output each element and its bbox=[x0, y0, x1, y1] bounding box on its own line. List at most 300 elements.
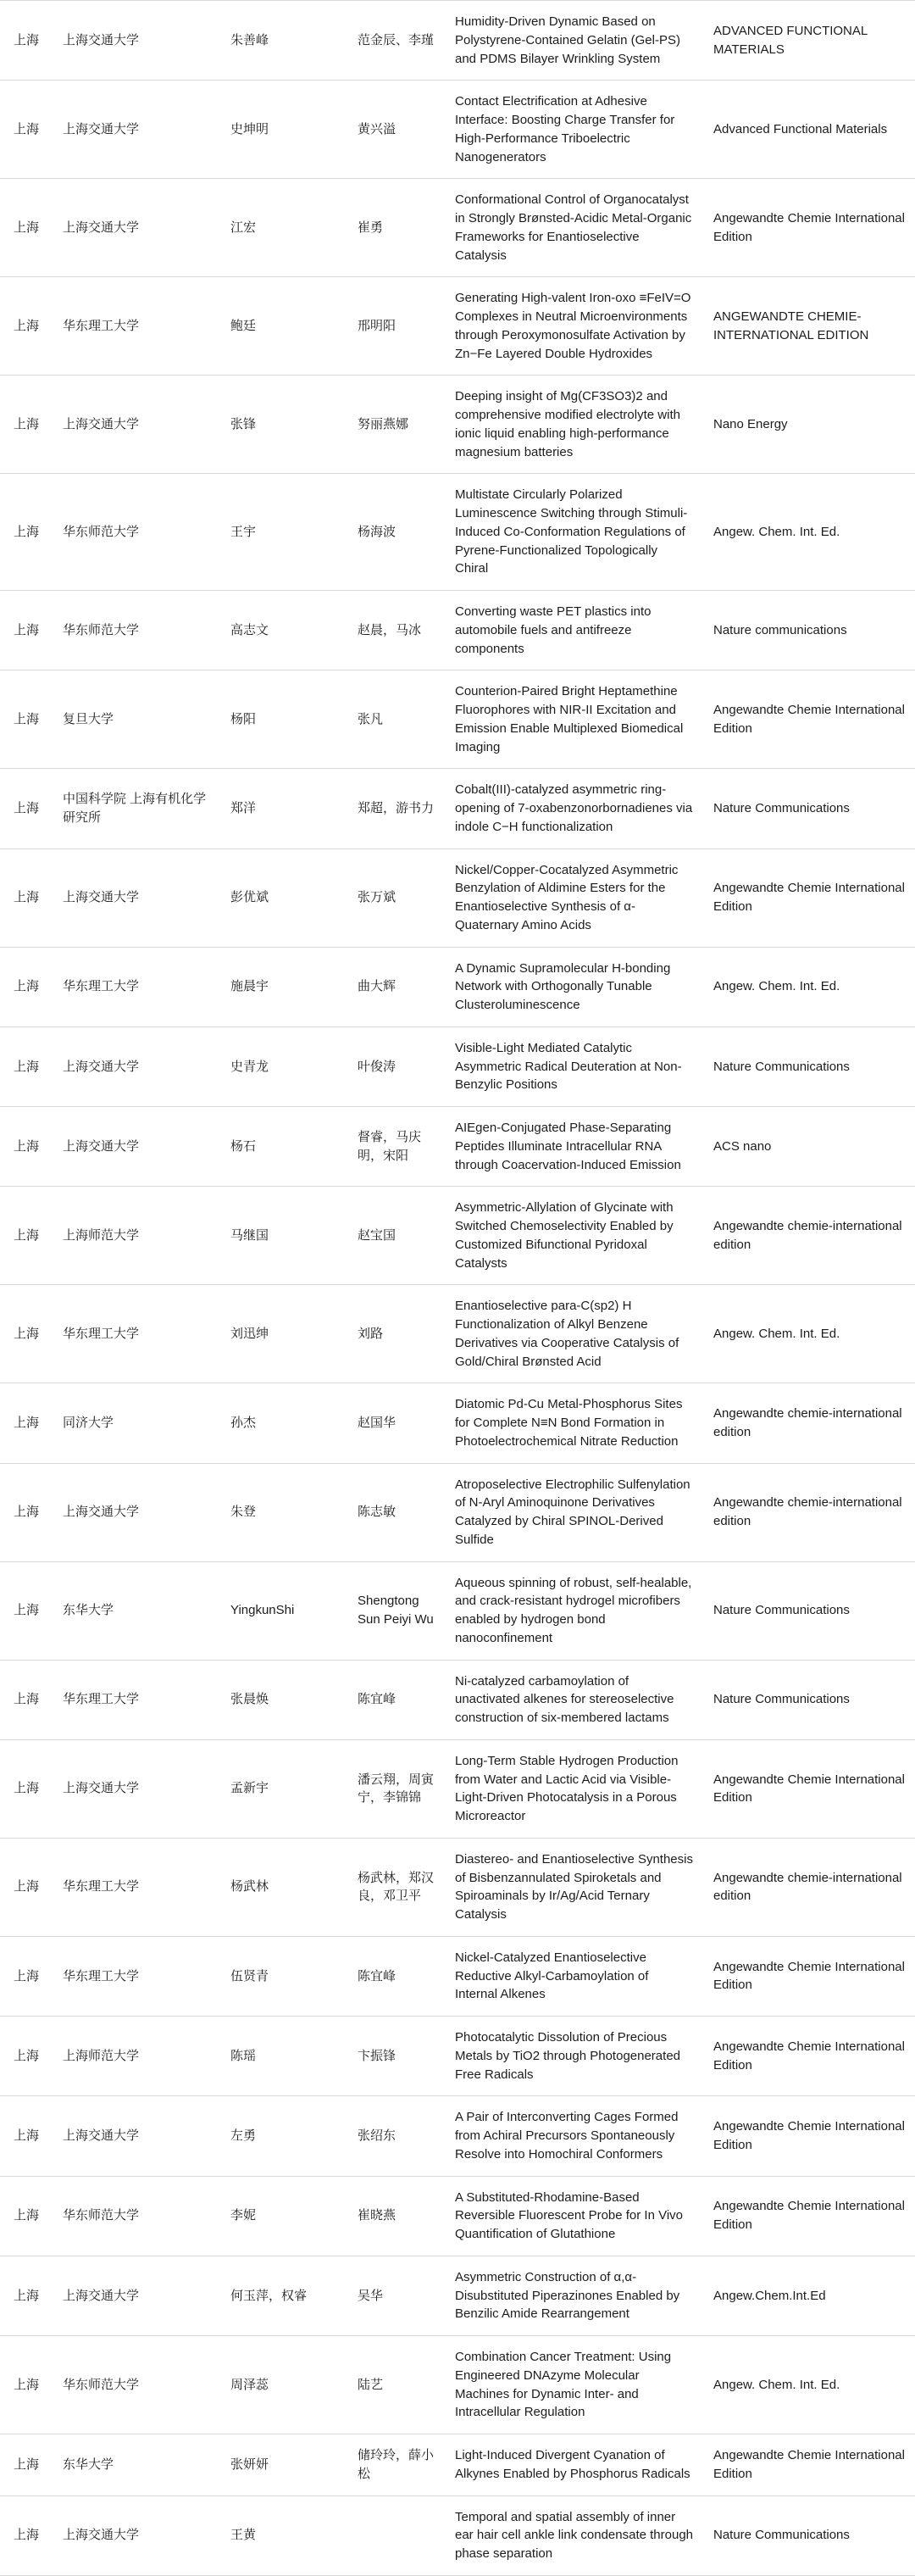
cell-title-text: Long-Term Stable Hydrogen Production from Water and Lactic Acid via Visible-Light-Driven Photocatalysis in a Porous Microreactor bbox=[455, 1753, 679, 1823]
cell-title bbox=[445, 2256, 703, 2335]
cell-journal-text: ANGEWANDTE CHEMIE-INTERNATIONAL EDITION bbox=[713, 309, 869, 342]
cell-region bbox=[0, 591, 53, 670]
cell-title-text: Combination Cancer Treatment: Using Engineered DNAzyme Molecular Machines for Dynamic Inter- and Intracellular Regulation bbox=[455, 2350, 672, 2420]
cell-person bbox=[220, 2336, 347, 2434]
table-row bbox=[0, 1739, 915, 1838]
cell-journal-text: Angew. Chem. Int. Ed. bbox=[713, 1326, 840, 1341]
cell-journal bbox=[703, 1463, 915, 1561]
cell-organization bbox=[53, 2096, 220, 2176]
table-row bbox=[0, 769, 915, 848]
cell-person bbox=[220, 769, 347, 848]
cell-journal bbox=[703, 1561, 915, 1660]
cell-person-text: 朱善峰 bbox=[230, 32, 269, 47]
cell-organization bbox=[53, 1561, 220, 1660]
cell-coauthors-text: 范金辰、李瑾 bbox=[358, 32, 435, 47]
cell-title bbox=[445, 1660, 703, 1739]
cell-title bbox=[445, 2495, 703, 2575]
cell-coauthors-text: 张凡 bbox=[358, 711, 384, 726]
cell-person-text: 史青龙 bbox=[230, 1059, 269, 1074]
table-row bbox=[0, 2495, 915, 2575]
cell-journal bbox=[703, 1383, 915, 1463]
cell-title-text: Contact Electrification at Adhesive Interface: Boosting Charge Transfer for High-Performance Triboelectric Nanogenerators bbox=[455, 94, 675, 164]
cell-coauthors bbox=[347, 2096, 445, 2176]
cell-coauthors bbox=[347, 2176, 445, 2256]
cell-coauthors bbox=[347, 1027, 445, 1106]
cell-title bbox=[445, 670, 703, 769]
cell-coauthors-text: 努丽燕娜 bbox=[358, 416, 409, 431]
cell-person bbox=[220, 1, 347, 81]
cell-person bbox=[220, 1107, 347, 1187]
cell-coauthors bbox=[347, 769, 445, 848]
cell-person-text: 王黄 bbox=[230, 2528, 257, 2543]
table-row bbox=[0, 1, 915, 81]
cell-organization bbox=[53, 376, 220, 474]
cell-title bbox=[445, 2017, 703, 2096]
cell-journal-text: Angewandte Chemie International Edition bbox=[713, 1772, 905, 1805]
cell-organization-text: 上海交通大学 bbox=[63, 890, 140, 905]
cell-region bbox=[0, 1660, 53, 1739]
cell-organization-text: 东华大学 bbox=[63, 2456, 114, 2472]
cell-region bbox=[0, 2336, 53, 2434]
cell-journal bbox=[703, 2096, 915, 2176]
cell-journal-text: Nature Communications bbox=[713, 1692, 850, 1707]
cell-person bbox=[220, 1027, 347, 1106]
cell-title bbox=[445, 474, 703, 591]
cell-organization bbox=[53, 1285, 220, 1383]
cell-title-text: Nickel-Catalyzed Enantioselective Reductive Alkyl-Carbamoylation of Internal Alkenes bbox=[455, 1950, 649, 2002]
cell-title bbox=[445, 277, 703, 376]
cell-organization bbox=[53, 1660, 220, 1739]
table-row bbox=[0, 848, 915, 947]
cell-title-text: A Dynamic Supramolecular H-bonding Network with Orthogonally Tunable Clusteroluminescence bbox=[455, 960, 671, 1012]
cell-person bbox=[220, 2176, 347, 2256]
cell-person-text: 高志文 bbox=[230, 622, 269, 637]
cell-journal bbox=[703, 591, 915, 670]
cell-journal bbox=[703, 2495, 915, 2575]
cell-person bbox=[220, 848, 347, 947]
table-row bbox=[0, 1561, 915, 1660]
cell-title-text: Light-Induced Divergent Cyanation of Alkynes Enabled by Phosphorus Radicals bbox=[455, 2448, 690, 2481]
cell-journal bbox=[703, 2176, 915, 2256]
cell-region bbox=[0, 2017, 53, 2096]
table-row bbox=[0, 591, 915, 670]
cell-region bbox=[0, 1107, 53, 1187]
cell-journal bbox=[703, 1, 915, 81]
cell-journal bbox=[703, 81, 915, 179]
cell-person bbox=[220, 2434, 347, 2496]
table-row bbox=[0, 277, 915, 376]
cell-organization-text: 华东师范大学 bbox=[63, 524, 140, 539]
cell-region-text: 上海 bbox=[13, 2528, 39, 2543]
cell-coauthors-text: 储玲玲，薛小松 bbox=[358, 2448, 435, 2481]
cell-organization-text: 华东师范大学 bbox=[63, 2377, 140, 2392]
cell-person-text: 杨石 bbox=[230, 1138, 257, 1154]
cell-region-text: 上海 bbox=[13, 1603, 39, 1618]
cell-coauthors-text: 陈宜峰 bbox=[358, 1692, 396, 1707]
cell-title-text: Deeping insight of Mg(CF3SO3)2 and comprehensive modified electrolyte with ionic liquid enabling high-performance magnesium batteries bbox=[455, 389, 680, 459]
cell-title bbox=[445, 376, 703, 474]
cell-coauthors-text: 潘云翔，周寅宁，李锦锦 bbox=[358, 1772, 435, 1805]
cell-title-text: A Pair of Interconverting Cages Formed from Achiral Precursors Spontaneously Resolve into Homochiral Conformers bbox=[455, 2110, 679, 2162]
cell-organization bbox=[53, 179, 220, 277]
cell-person-text: 施晨宇 bbox=[230, 979, 269, 994]
cell-journal bbox=[703, 1285, 915, 1383]
cell-region-text: 上海 bbox=[13, 711, 39, 726]
cell-person bbox=[220, 179, 347, 277]
cell-region-text: 上海 bbox=[13, 1968, 39, 1983]
cell-person-text: 张妍妍 bbox=[230, 2456, 269, 2472]
cell-organization bbox=[53, 1027, 220, 1106]
cell-journal-text: Nature Communications bbox=[713, 801, 850, 815]
cell-coauthors-text: 陈宜峰 bbox=[358, 1968, 396, 1983]
cell-region bbox=[0, 1383, 53, 1463]
table-row bbox=[0, 2336, 915, 2434]
cell-coauthors-text: 刘路 bbox=[358, 1326, 384, 1341]
cell-journal bbox=[703, 769, 915, 848]
cell-person bbox=[220, 2256, 347, 2335]
cell-person-text: 杨阳 bbox=[230, 711, 257, 726]
cell-region bbox=[0, 2256, 53, 2335]
cell-organization-text: 华东理工大学 bbox=[63, 1692, 140, 1707]
cell-region bbox=[0, 376, 53, 474]
cell-title bbox=[445, 1383, 703, 1463]
cell-coauthors bbox=[347, 1838, 445, 1936]
cell-title bbox=[445, 1739, 703, 1838]
cell-title bbox=[445, 2434, 703, 2496]
cell-person-text: 陈瑶 bbox=[230, 2048, 257, 2063]
cell-person bbox=[220, 1463, 347, 1561]
cell-organization-text: 上海交通大学 bbox=[63, 2528, 140, 2543]
table-row bbox=[0, 1027, 915, 1106]
cell-organization bbox=[53, 2017, 220, 2096]
cell-organization-text: 中国科学院 上海有机化学研究所 bbox=[63, 792, 207, 825]
cell-title bbox=[445, 2176, 703, 2256]
cell-coauthors-text: 崔晓燕 bbox=[358, 2208, 396, 2223]
cell-region-text: 上海 bbox=[13, 1059, 39, 1074]
cell-coauthors-text: 曲大辉 bbox=[358, 979, 396, 994]
table-row bbox=[0, 2017, 915, 2096]
cell-coauthors-text: 郑超，游书力 bbox=[358, 801, 435, 815]
table-row bbox=[0, 1285, 915, 1383]
table-row bbox=[0, 1107, 915, 1187]
cell-organization bbox=[53, 277, 220, 376]
cell-region-text: 上海 bbox=[13, 1505, 39, 1520]
cell-organization-text: 上海交通大学 bbox=[63, 416, 140, 431]
table-row bbox=[0, 1838, 915, 1936]
cell-journal bbox=[703, 1187, 915, 1285]
cell-title-text: Generating High-valent Iron-oxo ≡FeIV=O Complexes in Neutral Microenvironments through Peroxymonosulfate Activation by Zn−Fe Layered Double Hydroxides bbox=[455, 291, 691, 361]
cell-coauthors-text: 卞振锋 bbox=[358, 2048, 396, 2063]
cell-person-text: 史坤明 bbox=[230, 121, 269, 136]
cell-person-text: 王宇 bbox=[230, 524, 257, 539]
table-row bbox=[0, 376, 915, 474]
cell-coauthors bbox=[347, 1187, 445, 1285]
cell-organization bbox=[53, 947, 220, 1027]
cell-coauthors bbox=[347, 2495, 445, 2575]
table-row bbox=[0, 1660, 915, 1739]
cell-title bbox=[445, 1285, 703, 1383]
cell-region bbox=[0, 2434, 53, 2496]
cell-journal bbox=[703, 2336, 915, 2434]
cell-title-text: Converting waste PET plastics into automobile fuels and antifreeze components bbox=[455, 604, 652, 656]
cell-title-text: Asymmetric-Allylation of Glycinate with Switched Chemoselectivity Enabled by Customized Bifunctional Pyridoxal Catalysts bbox=[455, 1200, 674, 1271]
cell-region-text: 上海 bbox=[13, 2048, 39, 2063]
cell-person-text: YingkunShi bbox=[230, 1603, 295, 1618]
cell-organization-text: 华东师范大学 bbox=[63, 2208, 140, 2223]
cell-title bbox=[445, 1936, 703, 2016]
cell-organization-text: 华东理工大学 bbox=[63, 979, 140, 994]
cell-coauthors-text: 崔勇 bbox=[358, 220, 384, 235]
cell-title bbox=[445, 1187, 703, 1285]
cell-title-text: Photocatalytic Dissolution of Precious Metals by TiO2 through Photogenerated Free Radicals bbox=[455, 2030, 681, 2082]
cell-organization bbox=[53, 2256, 220, 2335]
cell-region bbox=[0, 670, 53, 769]
cell-organization bbox=[53, 769, 220, 848]
cell-organization-text: 上海交通大学 bbox=[63, 32, 140, 47]
cell-region bbox=[0, 1463, 53, 1561]
cell-person-text: 朱登 bbox=[230, 1505, 257, 1520]
cell-title-text: Cobalt(III)-catalyzed asymmetric ring-opening of 7-oxabenzonorbornadienes via indole C−H functionalization bbox=[455, 782, 693, 834]
cell-region-text: 上海 bbox=[13, 979, 39, 994]
cell-coauthors bbox=[347, 1463, 445, 1561]
cell-organization-text: 上海师范大学 bbox=[63, 2048, 140, 2063]
cell-region-text: 上海 bbox=[13, 1227, 39, 1243]
cell-organization-text: 上海交通大学 bbox=[63, 121, 140, 136]
cell-title bbox=[445, 848, 703, 947]
cell-region bbox=[0, 277, 53, 376]
cell-region-text: 上海 bbox=[13, 32, 39, 47]
cell-region bbox=[0, 1187, 53, 1285]
cell-title-text: Diastereo- and Enantioselective Synthesis of Bisbenzannulated Spiroketals and Spiroaminals by Ir/Ag/Acid Ternary Catalysis bbox=[455, 1851, 693, 1922]
cell-coauthors bbox=[347, 670, 445, 769]
cell-person bbox=[220, 1936, 347, 2016]
cell-journal bbox=[703, 1660, 915, 1739]
cell-person-text: 张晨焕 bbox=[230, 1692, 269, 1707]
cell-person bbox=[220, 2096, 347, 2176]
cell-coauthors-text: 叶俊涛 bbox=[358, 1059, 396, 1074]
cell-title-text: Atroposelective Electrophilic Sulfenylation of N-Aryl Aminoquinone Derivatives Catalyzed by Chiral SPINOL-Derived Sulfide bbox=[455, 1477, 690, 1547]
cell-coauthors-text: 邢明阳 bbox=[358, 318, 396, 333]
cell-person-text: 鲍廷 bbox=[230, 318, 257, 333]
cell-title-text: Temporal and spatial assembly of inner ear hair cell ankle link condensate through phase separation bbox=[455, 2509, 694, 2561]
cell-organization bbox=[53, 1107, 220, 1187]
cell-title-text: Counterion-Paired Bright Heptamethine Fluorophores with NIR-II Excitation and Emission Enable Multiplexed Biomedical Imaging bbox=[455, 684, 684, 754]
cell-journal-text: Angewandte chemie-international edition bbox=[713, 1870, 902, 1904]
cell-organization bbox=[53, 2434, 220, 2496]
cell-person bbox=[220, 2017, 347, 2096]
cell-coauthors bbox=[347, 474, 445, 591]
cell-journal bbox=[703, 474, 915, 591]
cell-organization-text: 上海交通大学 bbox=[63, 1505, 140, 1520]
cell-person-text: 张锋 bbox=[230, 416, 257, 431]
cell-title bbox=[445, 1, 703, 81]
table-row bbox=[0, 1936, 915, 2016]
cell-person bbox=[220, 947, 347, 1027]
cell-organization bbox=[53, 2176, 220, 2256]
cell-person bbox=[220, 2495, 347, 2575]
cell-region-text: 上海 bbox=[13, 2288, 39, 2303]
cell-person-text: 李妮 bbox=[230, 2208, 257, 2223]
cell-journal-text: Angewandte Chemie International Edition bbox=[713, 881, 905, 914]
cell-title bbox=[445, 1561, 703, 1660]
table-row bbox=[0, 947, 915, 1027]
cell-coauthors bbox=[347, 2017, 445, 2096]
cell-title bbox=[445, 1838, 703, 1936]
cell-person-text: 孙杰 bbox=[230, 1416, 257, 1430]
cell-coauthors bbox=[347, 2336, 445, 2434]
cell-journal-text: Angewandte Chemie International Edition bbox=[713, 2448, 905, 2481]
cell-region bbox=[0, 1838, 53, 1936]
cell-region-text: 上海 bbox=[13, 1326, 39, 1341]
cell-title-text: Aqueous spinning of robust, self-healable, and crack-resistant hydrogel microfibers enabled by hydrogen bond nanoconfinement bbox=[455, 1575, 692, 1645]
table-row bbox=[0, 670, 915, 769]
cell-region-text: 上海 bbox=[13, 622, 39, 637]
cell-person bbox=[220, 1660, 347, 1739]
cell-region bbox=[0, 2176, 53, 2256]
cell-organization bbox=[53, 848, 220, 947]
table-row bbox=[0, 1187, 915, 1285]
cell-person bbox=[220, 591, 347, 670]
cell-title-text: Enantioselective para-C(sp2) H Functionalization of Alkyl Benzene Derivatives via Cooperative Catalysis of Gold/Chiral Brønsted Acid bbox=[455, 1299, 679, 1369]
cell-person bbox=[220, 1383, 347, 1463]
cell-region-text: 上海 bbox=[13, 890, 39, 905]
cell-region bbox=[0, 2495, 53, 2575]
cell-title bbox=[445, 769, 703, 848]
cell-region-text: 上海 bbox=[13, 2377, 39, 2392]
cell-journal bbox=[703, 277, 915, 376]
cell-person bbox=[220, 670, 347, 769]
table-row bbox=[0, 2434, 915, 2496]
cell-person bbox=[220, 1739, 347, 1838]
cell-title bbox=[445, 947, 703, 1027]
cell-person-text: 彭优斌 bbox=[230, 890, 269, 905]
cell-journal-text: Angewandte Chemie International Edition bbox=[713, 2039, 905, 2072]
cell-person bbox=[220, 1561, 347, 1660]
cell-person bbox=[220, 474, 347, 591]
cell-region-text: 上海 bbox=[13, 524, 39, 539]
cell-person-text: 杨武林 bbox=[230, 1879, 269, 1894]
table-row bbox=[0, 2096, 915, 2176]
cell-coauthors bbox=[347, 591, 445, 670]
cell-title-text: A Substituted-Rhodamine-Based Reversible Fluorescent Probe for In Vivo Quantification of Glutathione bbox=[455, 2189, 684, 2241]
cell-organization bbox=[53, 1383, 220, 1463]
cell-coauthors bbox=[347, 2256, 445, 2335]
cell-region bbox=[0, 769, 53, 848]
cell-region bbox=[0, 1561, 53, 1660]
cell-journal-text: Angewandte Chemie International Edition bbox=[713, 1959, 905, 1993]
cell-journal bbox=[703, 2017, 915, 2096]
cell-region-text: 上海 bbox=[13, 121, 39, 136]
cell-organization-text: 上海交通大学 bbox=[63, 1059, 140, 1074]
cell-person-text: 伍贤青 bbox=[230, 1968, 269, 1983]
cell-region-text: 上海 bbox=[13, 1416, 39, 1430]
cell-organization-text: 华东理工大学 bbox=[63, 1879, 140, 1894]
cell-journal bbox=[703, 1027, 915, 1106]
cell-region-text: 上海 bbox=[13, 220, 39, 235]
cell-coauthors bbox=[347, 1561, 445, 1660]
cell-journal-text: Angew.Chem.Int.Ed bbox=[713, 2288, 826, 2303]
cell-coauthors bbox=[347, 277, 445, 376]
cell-organization-text: 复旦大学 bbox=[63, 711, 114, 726]
cell-region bbox=[0, 848, 53, 947]
cell-coauthors-text: Shengtong Sun Peiyi Wu bbox=[358, 1594, 434, 1627]
cell-journal-text: ADVANCED FUNCTIONAL MATERIALS bbox=[713, 23, 868, 57]
cell-journal bbox=[703, 670, 915, 769]
cell-journal-text: Nature Communications bbox=[713, 1603, 850, 1618]
cell-journal-text: Angewandte Chemie International Edition bbox=[713, 703, 905, 736]
cell-person bbox=[220, 1838, 347, 1936]
cell-region-text: 上海 bbox=[13, 2128, 39, 2143]
cell-organization-text: 华东师范大学 bbox=[63, 622, 140, 637]
cell-region bbox=[0, 1285, 53, 1383]
cell-organization-text: 同济大学 bbox=[63, 1416, 114, 1430]
cell-organization bbox=[53, 1739, 220, 1838]
cell-title-text: Asymmetric Construction of α,α-Disubstituted Piperazinones Enabled by Benzilic Amide Rearrangement bbox=[455, 2269, 680, 2322]
cell-coauthors-text: 赵晨，马冰 bbox=[358, 622, 422, 637]
cell-organization-text: 上海交通大学 bbox=[63, 2128, 140, 2143]
cell-region-text: 上海 bbox=[13, 1879, 39, 1894]
cell-journal bbox=[703, 1936, 915, 2016]
cell-journal bbox=[703, 1739, 915, 1838]
cell-organization bbox=[53, 474, 220, 591]
cell-title bbox=[445, 2336, 703, 2434]
cell-coauthors-text: 陆艺 bbox=[358, 2377, 384, 2392]
cell-journal bbox=[703, 179, 915, 277]
cell-journal-text: Angewandte Chemie International Edition bbox=[713, 2199, 905, 2233]
cell-title bbox=[445, 179, 703, 277]
cell-organization bbox=[53, 670, 220, 769]
cell-title bbox=[445, 591, 703, 670]
cell-region bbox=[0, 179, 53, 277]
cell-person-text: 孟新宇 bbox=[230, 1781, 269, 1796]
cell-coauthors bbox=[347, 376, 445, 474]
cell-coauthors-text: 赵国华 bbox=[358, 1416, 396, 1430]
cell-coauthors bbox=[347, 1285, 445, 1383]
cell-journal-text: Angewandte Chemie International Edition bbox=[713, 2119, 905, 2152]
cell-journal bbox=[703, 1107, 915, 1187]
cell-organization bbox=[53, 1838, 220, 1936]
cell-coauthors-text: 杨武林，郑汉良，邓卫平 bbox=[358, 1870, 435, 1904]
cell-title-text: Conformational Control of Organocatalyst in Strongly Brønsted-Acidic Metal-Organic Frameworks for Enantioselective Catalysis bbox=[455, 192, 692, 263]
cell-journal bbox=[703, 2434, 915, 2496]
cell-person-text: 郑洋 bbox=[230, 801, 257, 815]
cell-coauthors bbox=[347, 848, 445, 947]
cell-journal-text: Angewandte chemie-international edition bbox=[713, 1219, 902, 1252]
cell-coauthors-text: 张绍东 bbox=[358, 2128, 396, 2143]
cell-organization-text: 华东理工大学 bbox=[63, 1968, 140, 1983]
cell-organization bbox=[53, 2336, 220, 2434]
cell-person bbox=[220, 81, 347, 179]
cell-title-text: Nickel/Copper-Cocatalyzed Asymmetric Benzylation of Aldimine Esters for the Enantioselective Synthesis of α-Quaternary Amino Acids bbox=[455, 862, 679, 932]
cell-coauthors bbox=[347, 2434, 445, 2496]
cell-organization bbox=[53, 1187, 220, 1285]
cell-coauthors-text: 陈志敏 bbox=[358, 1505, 396, 1520]
cell-person bbox=[220, 277, 347, 376]
cell-region bbox=[0, 947, 53, 1027]
cell-journal bbox=[703, 1838, 915, 1936]
cell-organization bbox=[53, 591, 220, 670]
cell-journal-text: Nature communications bbox=[713, 622, 847, 637]
cell-person-text: 马继国 bbox=[230, 1227, 269, 1243]
records-table-body bbox=[0, 1, 915, 2576]
cell-region bbox=[0, 81, 53, 179]
cell-organization-text: 上海师范大学 bbox=[63, 1227, 140, 1243]
cell-title bbox=[445, 1107, 703, 1187]
cell-journal-text: Advanced Functional Materials bbox=[713, 121, 888, 136]
cell-coauthors-text: 杨海波 bbox=[358, 524, 396, 539]
cell-coauthors-text: 督睿，马庆明，宋阳 bbox=[358, 1129, 422, 1163]
cell-organization bbox=[53, 1936, 220, 2016]
